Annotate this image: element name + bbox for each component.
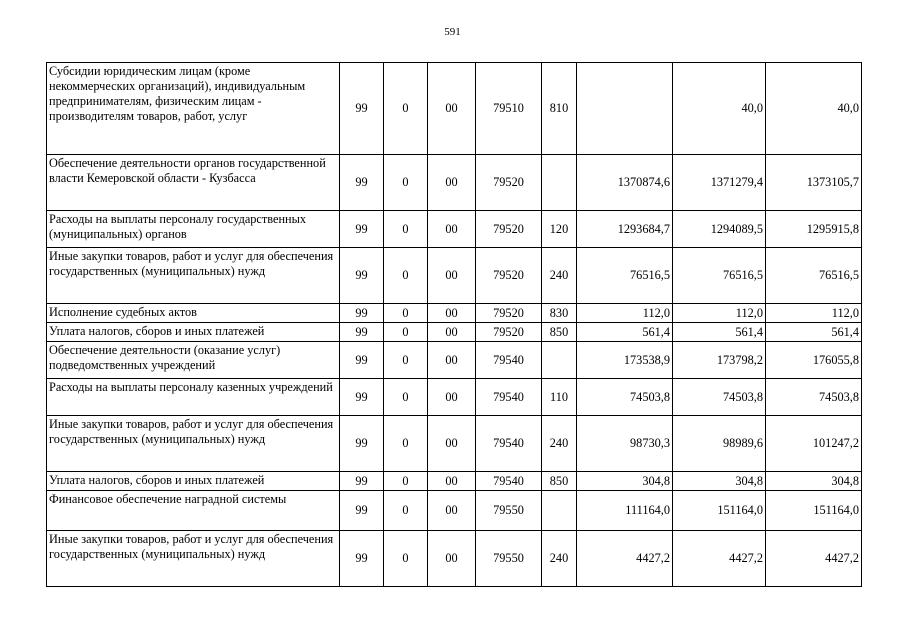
value-1: 173538,9 bbox=[577, 342, 673, 379]
code-3: 00 bbox=[428, 304, 476, 323]
code-3: 00 bbox=[428, 342, 476, 379]
code-2: 0 bbox=[384, 491, 428, 531]
code-5: 240 bbox=[542, 248, 577, 304]
code-2: 0 bbox=[384, 342, 428, 379]
code-5: 830 bbox=[542, 304, 577, 323]
value-2: 561,4 bbox=[673, 323, 766, 342]
row-name: Обеспечение деятельности (оказание услуг) подведомственных учреждений bbox=[47, 342, 340, 379]
row-name: Субсидии юридическим лицам (кроме некоммерческих организаций), индивидуальным предпринимателям, физическим лицам - производителям товаров, работ, услуг bbox=[47, 63, 340, 155]
value-3: 74503,8 bbox=[766, 379, 862, 416]
value-1: 4427,2 bbox=[577, 531, 673, 587]
row-name: Иные закупки товаров, работ и услуг для обеспечения государственных (муниципальных) нужд bbox=[47, 248, 340, 304]
value-2: 151164,0 bbox=[673, 491, 766, 531]
value-1: 561,4 bbox=[577, 323, 673, 342]
code-3: 00 bbox=[428, 211, 476, 248]
code-1: 99 bbox=[340, 379, 384, 416]
budget-table bbox=[46, 62, 862, 587]
code-4: 79540 bbox=[476, 342, 542, 379]
value-2: 76516,5 bbox=[673, 248, 766, 304]
value-1: 304,8 bbox=[577, 472, 673, 491]
row-name: Расходы на выплаты персоналу государственных (муниципальных) органов bbox=[47, 211, 340, 248]
value-2: 98989,6 bbox=[673, 416, 766, 472]
code-3: 00 bbox=[428, 416, 476, 472]
row-name: Иные закупки товаров, работ и услуг для обеспечения государственных (муниципальных) нужд bbox=[47, 531, 340, 587]
value-2: 74503,8 bbox=[673, 379, 766, 416]
code-3: 00 bbox=[428, 379, 476, 416]
code-1: 99 bbox=[340, 342, 384, 379]
code-4: 79520 bbox=[476, 304, 542, 323]
table-row bbox=[47, 379, 862, 416]
code-2: 0 bbox=[384, 416, 428, 472]
value-1 bbox=[577, 63, 673, 155]
code-4: 79520 bbox=[476, 155, 542, 211]
table-row bbox=[47, 342, 862, 379]
table-row bbox=[47, 323, 862, 342]
value-2: 40,0 bbox=[673, 63, 766, 155]
value-3: 4427,2 bbox=[766, 531, 862, 587]
value-2: 173798,2 bbox=[673, 342, 766, 379]
code-2: 0 bbox=[384, 531, 428, 587]
value-3: 76516,5 bbox=[766, 248, 862, 304]
value-3: 101247,2 bbox=[766, 416, 862, 472]
code-1: 99 bbox=[340, 531, 384, 587]
code-1: 99 bbox=[340, 323, 384, 342]
code-5: 240 bbox=[542, 416, 577, 472]
code-5: 810 bbox=[542, 63, 577, 155]
value-2: 1294089,5 bbox=[673, 211, 766, 248]
code-1: 99 bbox=[340, 472, 384, 491]
code-1: 99 bbox=[340, 491, 384, 531]
row-name: Обеспечение деятельности органов государственной власти Кемеровской области - Кузбасса bbox=[47, 155, 340, 211]
code-3: 00 bbox=[428, 491, 476, 531]
code-4: 79540 bbox=[476, 472, 542, 491]
table-row bbox=[47, 211, 862, 248]
table-row bbox=[47, 472, 862, 491]
code-2: 0 bbox=[384, 63, 428, 155]
code-2: 0 bbox=[384, 248, 428, 304]
value-2: 304,8 bbox=[673, 472, 766, 491]
code-3: 00 bbox=[428, 63, 476, 155]
value-1: 111164,0 bbox=[577, 491, 673, 531]
code-5: 110 bbox=[542, 379, 577, 416]
code-3: 00 bbox=[428, 155, 476, 211]
table-body bbox=[47, 63, 862, 587]
code-2: 0 bbox=[384, 472, 428, 491]
page-number: 591 bbox=[444, 26, 461, 38]
code-5: 120 bbox=[542, 211, 577, 248]
code-2: 0 bbox=[384, 155, 428, 211]
table-row bbox=[47, 304, 862, 323]
value-2: 4427,2 bbox=[673, 531, 766, 587]
table-row bbox=[47, 416, 862, 472]
row-name: Уплата налогов, сборов и иных платежей bbox=[47, 323, 340, 342]
code-3: 00 bbox=[428, 323, 476, 342]
code-2: 0 bbox=[384, 323, 428, 342]
value-3: 176055,8 bbox=[766, 342, 862, 379]
code-3: 00 bbox=[428, 472, 476, 491]
value-1: 1293684,7 bbox=[577, 211, 673, 248]
code-4: 79520 bbox=[476, 248, 542, 304]
code-4: 79540 bbox=[476, 416, 542, 472]
code-4: 79520 bbox=[476, 323, 542, 342]
code-3: 00 bbox=[428, 531, 476, 587]
table-row bbox=[47, 63, 862, 155]
code-5 bbox=[542, 491, 577, 531]
value-1: 76516,5 bbox=[577, 248, 673, 304]
value-1: 74503,8 bbox=[577, 379, 673, 416]
code-5: 850 bbox=[542, 323, 577, 342]
code-3: 00 bbox=[428, 248, 476, 304]
code-5: 240 bbox=[542, 531, 577, 587]
code-4: 79550 bbox=[476, 531, 542, 587]
value-3: 1373105,7 bbox=[766, 155, 862, 211]
code-1: 99 bbox=[340, 63, 384, 155]
row-name: Иные закупки товаров, работ и услуг для обеспечения государственных (муниципальных) нужд bbox=[47, 416, 340, 472]
code-1: 99 bbox=[340, 248, 384, 304]
value-3: 151164,0 bbox=[766, 491, 862, 531]
table-row bbox=[47, 248, 862, 304]
code-1: 99 bbox=[340, 416, 384, 472]
code-1: 99 bbox=[340, 304, 384, 323]
code-4: 79550 bbox=[476, 491, 542, 531]
table-row bbox=[47, 155, 862, 211]
value-2: 112,0 bbox=[673, 304, 766, 323]
value-3: 112,0 bbox=[766, 304, 862, 323]
code-1: 99 bbox=[340, 211, 384, 248]
code-2: 0 bbox=[384, 379, 428, 416]
row-name: Финансовое обеспечение наградной системы bbox=[47, 491, 340, 531]
value-1: 98730,3 bbox=[577, 416, 673, 472]
code-2: 0 bbox=[384, 211, 428, 248]
table-row bbox=[47, 491, 862, 531]
row-name: Расходы на выплаты персоналу казенных учреждений bbox=[47, 379, 340, 416]
code-1: 99 bbox=[340, 155, 384, 211]
code-5: 850 bbox=[542, 472, 577, 491]
code-4: 79510 bbox=[476, 63, 542, 155]
value-1: 112,0 bbox=[577, 304, 673, 323]
code-2: 0 bbox=[384, 304, 428, 323]
value-3: 1295915,8 bbox=[766, 211, 862, 248]
row-name: Исполнение судебных актов bbox=[47, 304, 340, 323]
code-5 bbox=[542, 155, 577, 211]
value-1: 1370874,6 bbox=[577, 155, 673, 211]
code-5 bbox=[542, 342, 577, 379]
value-3: 561,4 bbox=[766, 323, 862, 342]
value-2: 1371279,4 bbox=[673, 155, 766, 211]
table-row bbox=[47, 531, 862, 587]
row-name: Уплата налогов, сборов и иных платежей bbox=[47, 472, 340, 491]
code-4: 79520 bbox=[476, 211, 542, 248]
value-3: 304,8 bbox=[766, 472, 862, 491]
code-4: 79540 bbox=[476, 379, 542, 416]
value-3: 40,0 bbox=[766, 63, 862, 155]
